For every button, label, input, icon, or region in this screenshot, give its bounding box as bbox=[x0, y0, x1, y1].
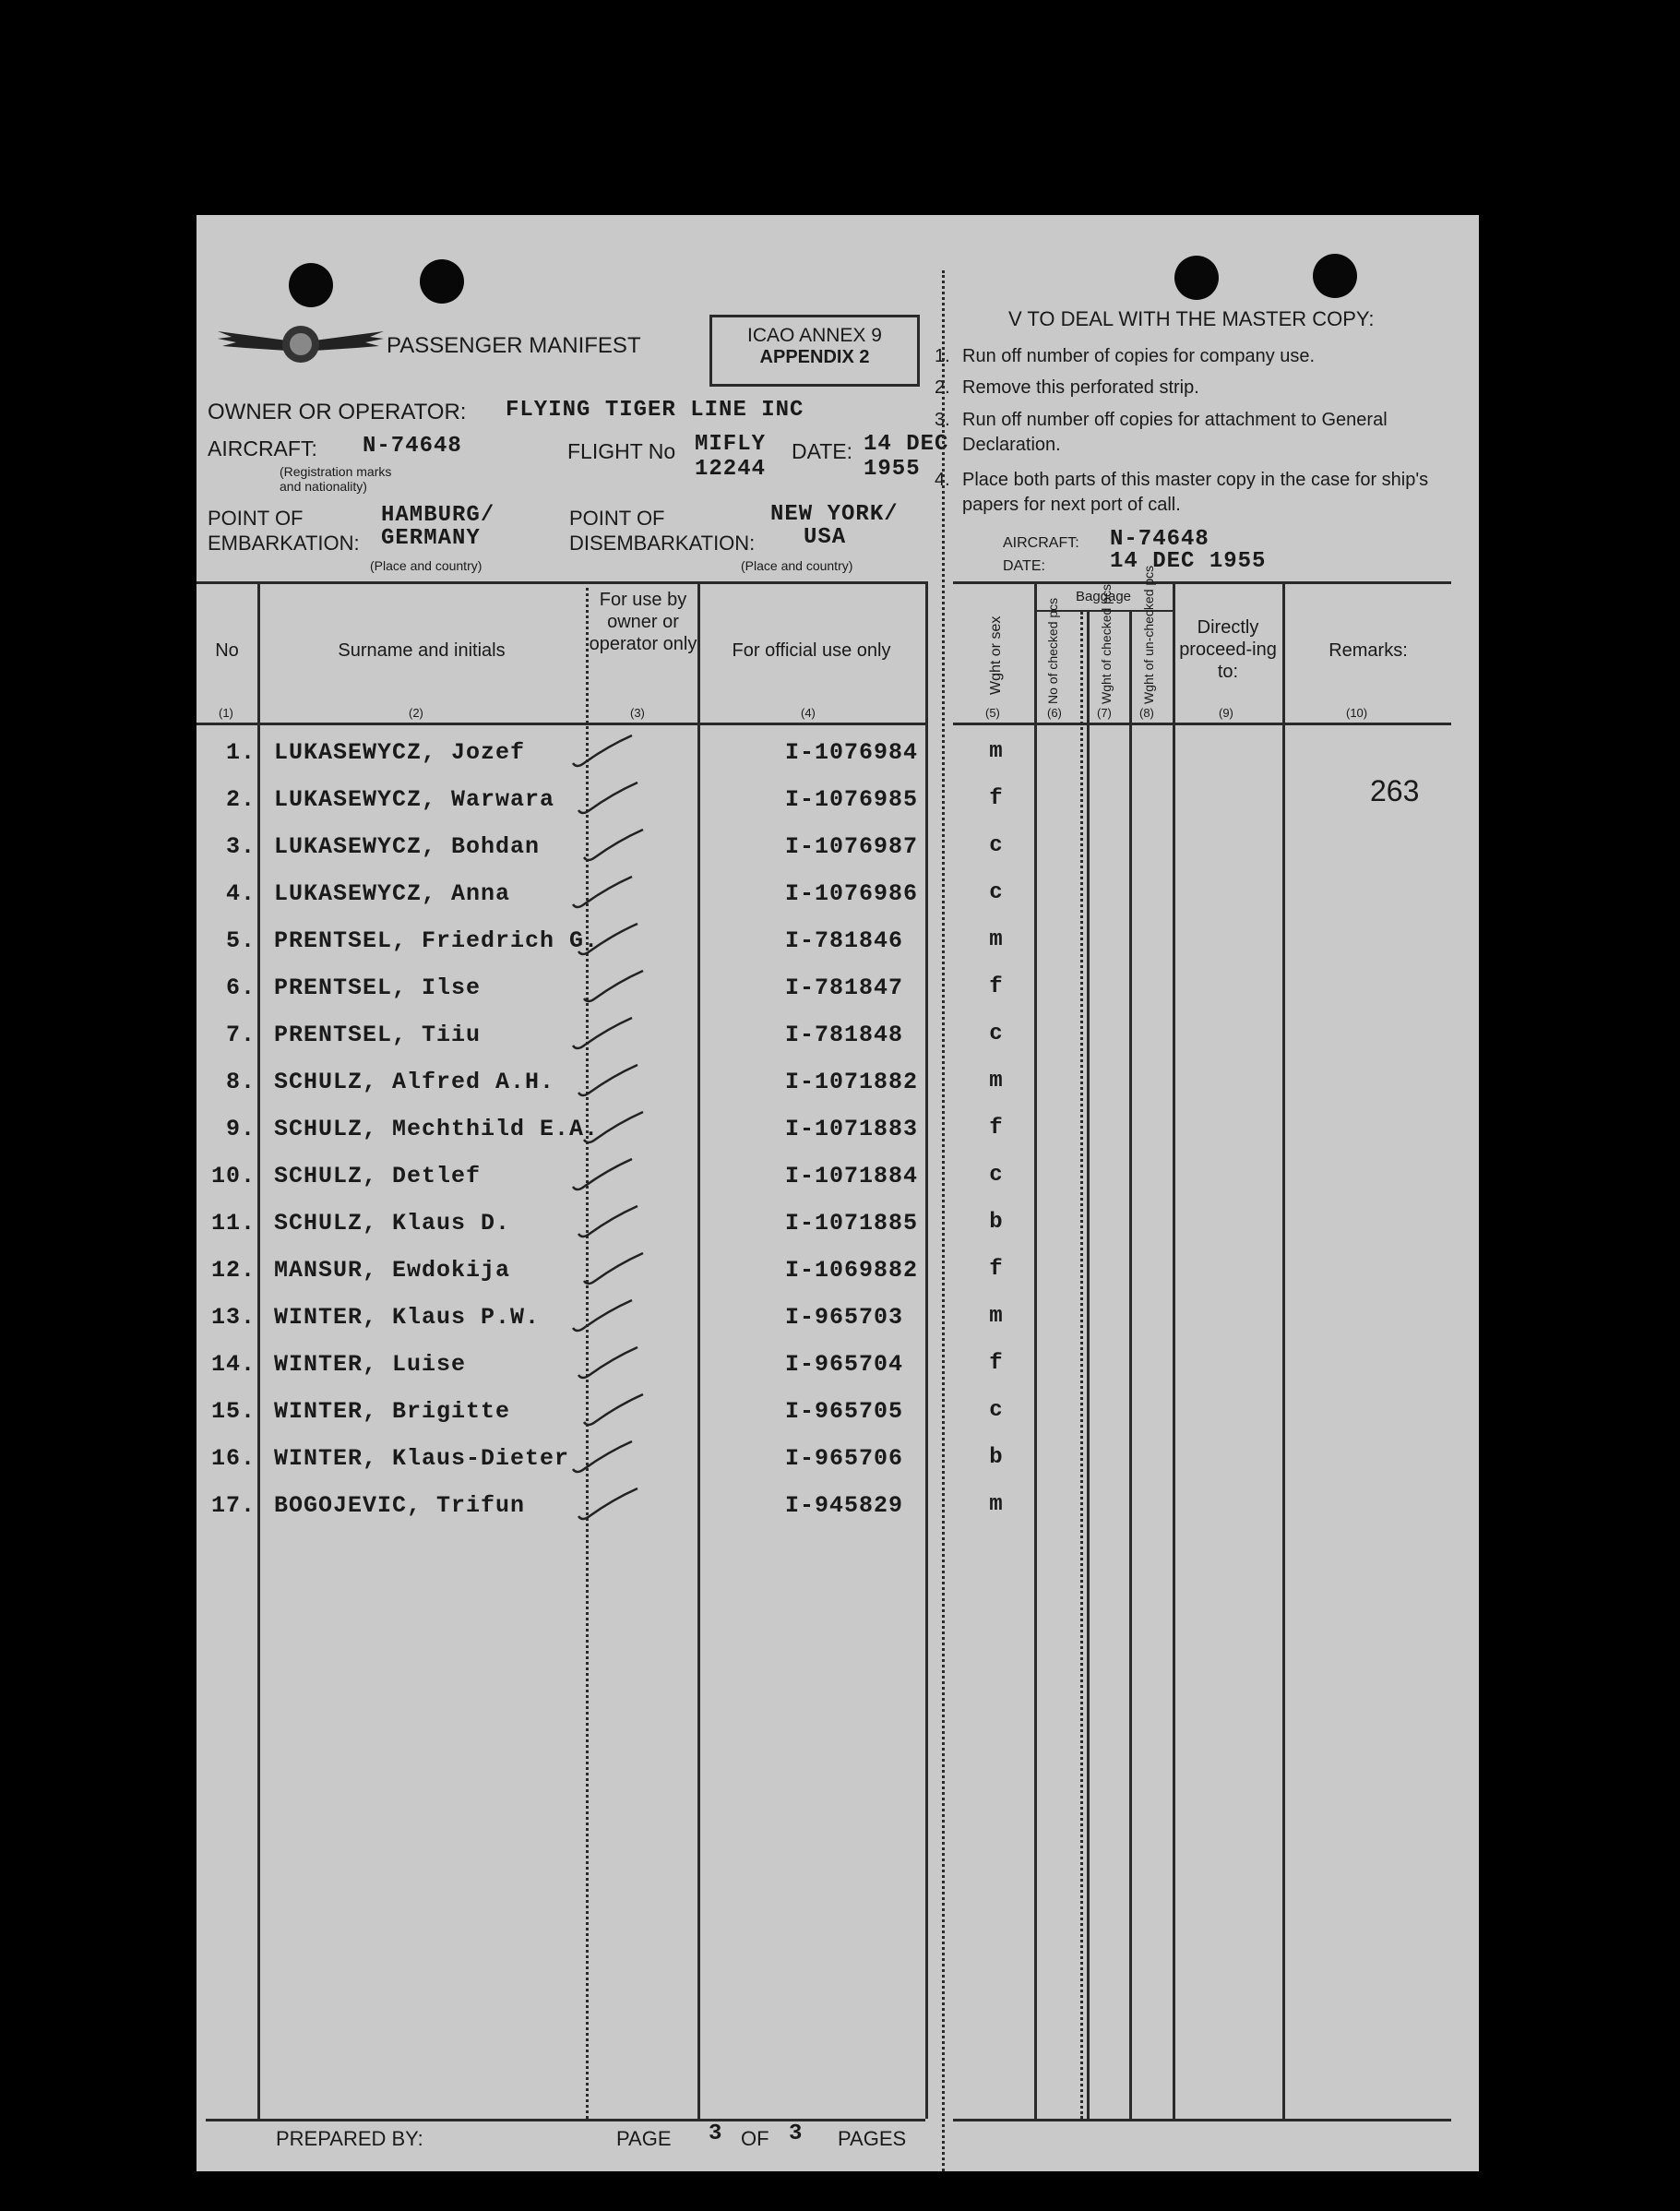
punch-hole bbox=[289, 263, 333, 307]
instruction-text: Remove this perforated strip. bbox=[962, 377, 1199, 398]
check-mark-icon bbox=[566, 726, 639, 772]
check-mark-icon bbox=[566, 1150, 639, 1196]
table-row bbox=[197, 1492, 1479, 1539]
passenger-name: SCHULZ, Alfred A.H. bbox=[274, 1069, 555, 1095]
table-row bbox=[197, 1210, 1479, 1257]
passenger-name: PRENTSEL, Tiiu bbox=[274, 1022, 482, 1048]
passenger-ref: I-945829 bbox=[785, 1492, 904, 1519]
col-header-remarks: Remarks: bbox=[1329, 640, 1408, 661]
owner-value: FLYING TIGER LINE INC bbox=[506, 398, 804, 423]
passenger-ref: I-1071885 bbox=[785, 1210, 919, 1237]
check-mark-icon bbox=[577, 962, 650, 1008]
instruction-number: 3. bbox=[935, 410, 950, 430]
table-bottom-rule bbox=[206, 2119, 925, 2121]
aircraft-value: N-74648 bbox=[363, 434, 462, 459]
table-row bbox=[197, 739, 1479, 786]
date-label: DATE: bbox=[792, 439, 853, 463]
passenger-ref: I-965704 bbox=[785, 1351, 904, 1378]
passenger-name: WINTER, Brigitte bbox=[274, 1398, 511, 1425]
passenger-ref: I-965706 bbox=[785, 1445, 904, 1472]
passenger-no: 9. bbox=[225, 1116, 256, 1142]
passenger-no: 4. bbox=[225, 880, 256, 907]
disembark-label: DISEMBARKATION: bbox=[569, 532, 756, 555]
punch-hole bbox=[420, 259, 464, 304]
check-mark-icon bbox=[577, 820, 650, 866]
passenger-sex: f bbox=[989, 1351, 1004, 1376]
passenger-name: WINTER, Klaus P.W. bbox=[274, 1304, 541, 1331]
passenger-sex: m bbox=[989, 739, 1004, 764]
airline-wings-logo bbox=[213, 315, 388, 370]
table-row bbox=[197, 1163, 1479, 1210]
embark-label: POINT OF bbox=[208, 507, 304, 530]
prepared-by-label: PREPARED BY: bbox=[276, 2127, 423, 2150]
check-mark-icon bbox=[577, 1244, 650, 1290]
passenger-name: MANSUR, Ewdokija bbox=[274, 1257, 511, 1284]
passenger-sex: c bbox=[989, 1022, 1004, 1046]
col-header-surname: Surname and initials bbox=[338, 640, 506, 661]
passenger-no: 13. bbox=[210, 1304, 256, 1331]
passenger-sex: b bbox=[989, 1210, 1004, 1235]
instructions-date-label: DATE: bbox=[1003, 558, 1045, 574]
col-header-wght-unchecked: Wght of un-checked pcs bbox=[1141, 565, 1156, 704]
disembark-value: USA bbox=[804, 525, 847, 550]
instruction-item bbox=[935, 468, 1442, 518]
col-header-official: For official use only bbox=[732, 640, 891, 661]
punch-hole bbox=[1313, 254, 1357, 298]
table-row bbox=[197, 927, 1479, 974]
col-number: (9) bbox=[1219, 706, 1233, 720]
passenger-name: PRENTSEL, Ilse bbox=[274, 974, 482, 1001]
passenger-no: 16. bbox=[210, 1445, 256, 1472]
page-stamp-number: 263 bbox=[1370, 774, 1420, 807]
table-row bbox=[197, 1069, 1479, 1116]
col-number: (8) bbox=[1139, 706, 1154, 720]
passenger-name: WINTER, Klaus-Dieter bbox=[274, 1445, 570, 1472]
passenger-sex: f bbox=[989, 1116, 1004, 1141]
passenger-ref: I-1076985 bbox=[785, 786, 919, 813]
aircraft-note: (Registration marks bbox=[280, 464, 392, 479]
col-header-wght-checked: Wght of checked pcs bbox=[1099, 584, 1114, 704]
col-number: (1) bbox=[219, 706, 233, 720]
passenger-no: 3. bbox=[225, 833, 256, 860]
embark-value: HAMBURG/ bbox=[381, 503, 495, 528]
check-mark-icon bbox=[577, 1103, 650, 1149]
annex-box bbox=[709, 315, 920, 387]
disembark-label: POINT OF bbox=[569, 507, 665, 530]
check-mark-icon bbox=[571, 1056, 645, 1102]
flight-value: MIFLY bbox=[695, 432, 767, 457]
col-number: (4) bbox=[801, 706, 816, 720]
col-header-wght: Wght or sex bbox=[988, 615, 1004, 695]
annex-line1: ICAO ANNEX 9 bbox=[747, 325, 882, 346]
page-title: PASSENGER MANIFEST bbox=[387, 333, 641, 358]
table-row bbox=[197, 1445, 1479, 1492]
table-top-rule bbox=[197, 581, 925, 584]
punch-hole bbox=[1174, 256, 1219, 300]
owner-label: OWNER OR OPERATOR: bbox=[208, 400, 467, 424]
passenger-sex: b bbox=[989, 1445, 1004, 1470]
instruction-item bbox=[935, 376, 1442, 400]
instructions-title: V TO DEAL WITH THE MASTER COPY: bbox=[1008, 307, 1375, 330]
passenger-name: PRENTSEL, Friedrich G. bbox=[274, 927, 600, 954]
instruction-text: Run off number of copies for company use. bbox=[962, 346, 1316, 366]
passenger-no: 2. bbox=[225, 786, 256, 813]
col-header-no: No bbox=[215, 640, 239, 661]
table-row bbox=[197, 1022, 1479, 1069]
passenger-ref: I-781848 bbox=[785, 1022, 904, 1048]
disembark-note: (Place and country) bbox=[741, 558, 853, 573]
check-mark-icon bbox=[571, 1197, 645, 1243]
passenger-no: 15. bbox=[210, 1398, 256, 1425]
check-mark-icon bbox=[566, 1291, 639, 1337]
table-row bbox=[197, 880, 1479, 927]
passenger-no: 10. bbox=[210, 1163, 256, 1189]
check-mark-icon bbox=[566, 1009, 639, 1055]
table-row bbox=[197, 1116, 1479, 1163]
aircraft-note: and nationality) bbox=[280, 479, 367, 494]
header-bottom-rule bbox=[197, 723, 925, 725]
instructions-date-value: 14 DEC 1955 bbox=[1110, 549, 1267, 574]
col-number: (2) bbox=[409, 706, 423, 720]
table-row bbox=[197, 1351, 1479, 1398]
flight-label: FLIGHT No bbox=[567, 439, 676, 463]
passenger-sex: f bbox=[989, 974, 1004, 999]
embark-label: EMBARKATION: bbox=[208, 532, 360, 555]
embark-value: GERMANY bbox=[381, 526, 481, 551]
passenger-sex: m bbox=[989, 927, 1004, 952]
passenger-no: 7. bbox=[225, 1022, 256, 1048]
col-header-owner-use: For use by owner or operator only bbox=[589, 590, 697, 654]
passenger-ref: I-781846 bbox=[785, 927, 904, 954]
passenger-name: SCHULZ, Detlef bbox=[274, 1163, 482, 1189]
instruction-text: Place both parts of this master copy in the case for ship's papers for next port of call. bbox=[962, 470, 1429, 515]
passenger-no: 6. bbox=[225, 974, 256, 1001]
passenger-no: 8. bbox=[225, 1069, 256, 1095]
annex-line2: APPENDIX 2 bbox=[759, 347, 870, 367]
check-mark-icon bbox=[566, 867, 639, 914]
instruction-item bbox=[935, 344, 1442, 369]
passenger-name: LUKASEWYCZ, Anna bbox=[274, 880, 511, 907]
passenger-sex: m bbox=[989, 1304, 1004, 1329]
check-mark-icon bbox=[577, 1385, 650, 1431]
col-header-no-checked: No of checked pcs bbox=[1045, 597, 1060, 704]
instruction-number: 1. bbox=[935, 346, 950, 366]
passenger-name: WINTER, Luise bbox=[274, 1351, 467, 1378]
manifest-sheet bbox=[197, 215, 1479, 2171]
instruction-item bbox=[935, 408, 1442, 458]
col-number: (10) bbox=[1346, 706, 1368, 720]
col-number: (6) bbox=[1047, 706, 1062, 720]
instruction-number: 2. bbox=[935, 377, 950, 398]
passenger-name: BOGOJEVIC, Trifun bbox=[274, 1492, 526, 1519]
passenger-sex: m bbox=[989, 1492, 1004, 1517]
passenger-ref: I-965703 bbox=[785, 1304, 904, 1331]
passenger-ref: I-1071882 bbox=[785, 1069, 919, 1095]
instruction-text: Run off number off copies for attachment to General Declaration. bbox=[962, 410, 1388, 455]
date-value: 14 DEC bbox=[864, 432, 949, 457]
passenger-no: 14. bbox=[210, 1351, 256, 1378]
date-value: 1955 bbox=[864, 457, 921, 482]
embark-note: (Place and country) bbox=[370, 558, 483, 573]
passenger-sex: m bbox=[989, 1069, 1004, 1094]
table-row bbox=[197, 786, 1479, 833]
page-label: PAGE bbox=[616, 2127, 672, 2150]
table-bottom-rule bbox=[953, 2119, 1451, 2121]
passenger-ref: I-1076986 bbox=[785, 880, 919, 907]
passenger-ref: I-1071884 bbox=[785, 1163, 919, 1189]
passenger-name: LUKASEWYCZ, Warwara bbox=[274, 786, 555, 813]
check-mark-icon bbox=[571, 914, 645, 961]
passenger-sex: c bbox=[989, 833, 1004, 858]
table-row bbox=[197, 833, 1479, 880]
passenger-ref: I-781847 bbox=[785, 974, 904, 1001]
passenger-name: SCHULZ, Klaus D. bbox=[274, 1210, 511, 1237]
of-label: OF bbox=[741, 2127, 769, 2150]
disembark-value: NEW YORK/ bbox=[770, 502, 899, 527]
col-header-directly: Directly proceed-ing to: bbox=[1179, 617, 1277, 682]
passenger-no: 5. bbox=[225, 927, 256, 954]
passenger-name: LUKASEWYCZ, Bohdan bbox=[274, 833, 541, 860]
table-row bbox=[197, 1257, 1479, 1304]
instructions-aircraft-value: N-74648 bbox=[1110, 527, 1209, 552]
check-mark-icon bbox=[571, 1338, 645, 1384]
col-number: (7) bbox=[1097, 706, 1112, 720]
passenger-sex: c bbox=[989, 1163, 1004, 1188]
col-number: (3) bbox=[630, 706, 645, 720]
instructions-aircraft-label: AIRCRAFT: bbox=[1003, 535, 1079, 551]
passenger-sex: c bbox=[989, 1398, 1004, 1423]
table-row bbox=[197, 1304, 1479, 1351]
passenger-sex: f bbox=[989, 786, 1004, 811]
aircraft-label: AIRCRAFT: bbox=[208, 436, 317, 460]
table-row bbox=[197, 974, 1479, 1022]
passenger-ref: I-1069882 bbox=[785, 1257, 919, 1284]
passenger-no: 11. bbox=[210, 1210, 256, 1237]
passenger-ref: I-965705 bbox=[785, 1398, 904, 1425]
check-mark-icon bbox=[571, 1479, 645, 1525]
table-top-rule bbox=[953, 581, 1451, 584]
passenger-name: LUKASEWYCZ, Jozef bbox=[274, 739, 526, 766]
check-mark-icon bbox=[571, 773, 645, 819]
instruction-number: 4. bbox=[935, 470, 950, 490]
passenger-sex: f bbox=[989, 1257, 1004, 1282]
passenger-no: 1. bbox=[225, 739, 256, 766]
col-header-baggage: Baggage bbox=[1075, 589, 1132, 604]
col-number: (5) bbox=[985, 706, 1000, 720]
passenger-sex: c bbox=[989, 880, 1004, 905]
passenger-no: 17. bbox=[210, 1492, 256, 1519]
page-number: 3 bbox=[709, 2121, 723, 2146]
passenger-ref: I-1076984 bbox=[785, 739, 919, 766]
header-bottom-rule bbox=[953, 723, 1451, 725]
total-pages: 3 bbox=[789, 2121, 804, 2146]
passenger-ref: I-1071883 bbox=[785, 1116, 919, 1142]
pages-label: PAGES bbox=[838, 2127, 907, 2150]
passenger-ref: I-1076987 bbox=[785, 833, 919, 860]
table-row bbox=[197, 1398, 1479, 1445]
passenger-no: 12. bbox=[210, 1257, 256, 1284]
flight-value: 12244 bbox=[695, 457, 767, 482]
passenger-name: SCHULZ, Mechthild E.A. bbox=[274, 1116, 600, 1142]
check-mark-icon bbox=[566, 1432, 639, 1478]
